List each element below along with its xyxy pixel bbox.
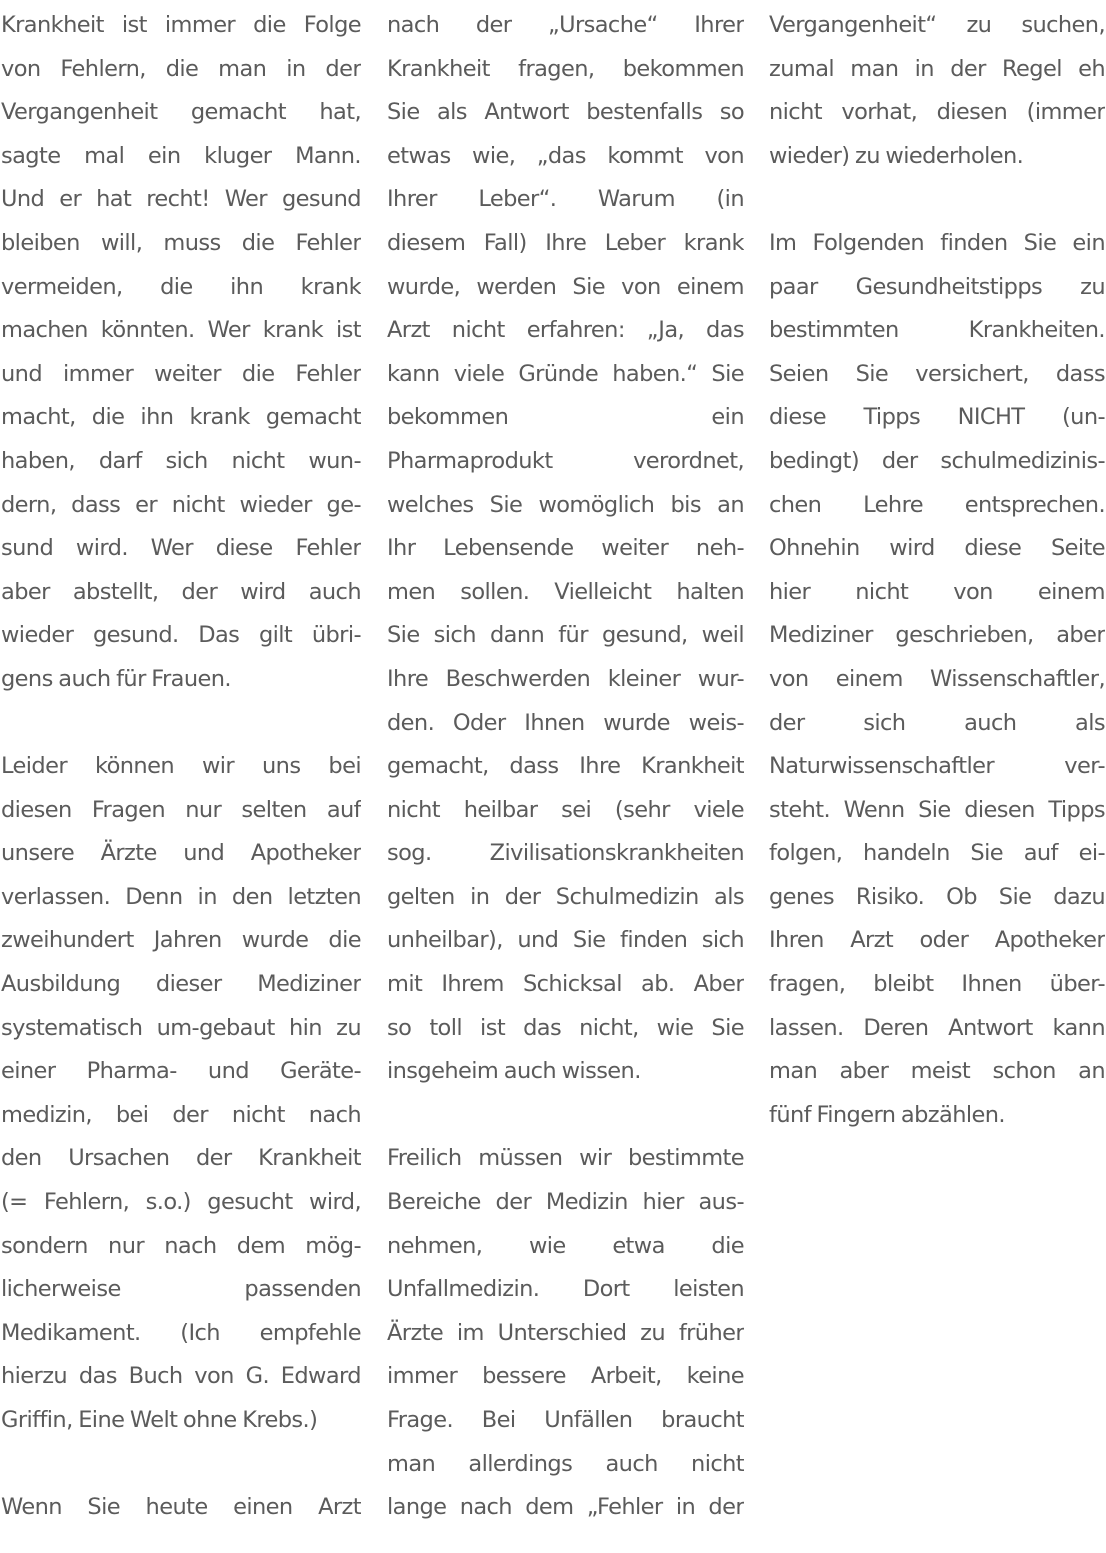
text-line: Vergangenheit“ zu suchen, — [769, 12, 1105, 38]
text-line: Arzt nicht erfahren: „Ja, das — [387, 317, 744, 344]
text-line: Bereiche der Medizin hier aus- — [387, 1189, 744, 1216]
text-line: Ihrer Leber“. Warum (in — [387, 186, 744, 213]
text-line: Sie als Antwort bestenfalls so — [387, 99, 744, 126]
text-line: sagte mal ein kluger Mann. — [1, 142, 361, 169]
text-line: aber abstellt, der wird auch — [1, 578, 361, 605]
text-line: einer Pharma- und Geräte- — [1, 1058, 361, 1085]
text-line: gemacht, dass Ihre Krankheit — [387, 753, 744, 780]
paragraph-gap — [1, 702, 361, 746]
text-line: zweihundert Jahren wurde die — [1, 927, 361, 954]
text-line: Krankheit ist immer die Folge — [1, 12, 361, 38]
paragraph-gap — [1, 1443, 361, 1487]
text-line: gelten in der Schulmedizin als — [387, 883, 744, 910]
text-line: unsere Ärzte und Apotheker — [1, 840, 361, 867]
text-line: man aber meist schon an — [769, 1058, 1105, 1085]
text-line: diesen Fragen nur selten auf — [1, 796, 361, 823]
text-line: Im Folgenden finden Sie ein — [769, 229, 1105, 256]
text-line: Naturwissenschaftler ver- — [769, 753, 1105, 780]
text-line: den. Oder Ihnen wurde weis- — [387, 709, 744, 736]
text-line: wieder) zu wiederholen. — [769, 142, 1024, 169]
text-line: wieder gesund. Das gilt übri- — [1, 622, 361, 649]
text-line: Leider können wir uns bei — [1, 753, 361, 780]
text-line: Seien Sie versichert, dass — [769, 360, 1105, 387]
text-line: Vergangenheit gemacht hat, — [1, 99, 361, 126]
text-line: bekommen ein — [387, 404, 744, 431]
text-line: bleiben will, muss die Fehler — [1, 229, 361, 256]
text-column-2 — [387, 4, 744, 1530]
text-line: Krankheit fragen, bekommen — [387, 55, 744, 82]
text-line: Ihre Beschwerden kleiner wur- — [387, 665, 744, 692]
text-line: vermeiden, die ihn krank — [1, 273, 361, 300]
text-line: insgeheim auch wissen. — [387, 1058, 641, 1085]
text-line: kann viele Gründe haben.“ Sie — [387, 360, 744, 387]
text-line: licherweise passenden — [1, 1276, 361, 1303]
text-line: Wenn Sie heute einen Arzt — [1, 1494, 361, 1521]
text-line: Pharmaprodukt verordnet, — [387, 447, 744, 474]
text-line: sondern nur nach dem mög- — [1, 1232, 361, 1259]
text-line: Ihren Arzt oder Apotheker — [769, 927, 1105, 954]
paragraph-gap — [387, 1094, 744, 1138]
text-line: diese Tipps NICHT (un- — [769, 404, 1105, 431]
text-line: unheilbar), und Sie finden sich — [387, 927, 744, 954]
text-line: sund wird. Wer diese Fehler — [1, 535, 361, 562]
text-line: folgen, handeln Sie auf ei- — [769, 840, 1105, 867]
text-line: den Ursachen der Krankheit — [1, 1145, 361, 1172]
text-line: lassen. Deren Antwort kann — [769, 1014, 1105, 1041]
text-line: sog. Zivilisationskrankheiten — [387, 840, 744, 867]
text-line: hierzu das Buch von G. Edward — [1, 1363, 361, 1390]
text-line: nach der „Ursache“ Ihrer — [387, 12, 744, 38]
text-line: genes Risiko. Ob Sie dazu — [769, 883, 1105, 910]
text-line: verlassen. Denn in den letzten — [1, 883, 361, 910]
text-column-3 — [769, 4, 1105, 1137]
text-column-1 — [1, 4, 361, 1530]
text-line: von Fehlern, die man in der — [1, 55, 361, 82]
text-line: von einem Wissenschaftler, — [769, 665, 1105, 692]
text-line: (= Fehlern, s.o.) gesucht wird, — [1, 1189, 361, 1216]
text-line: Ihr Lebensende weiter neh- — [387, 535, 744, 562]
text-line: diesem Fall) Ihre Leber krank — [387, 229, 744, 256]
text-line: Und er hat recht! Wer gesund — [1, 186, 361, 213]
text-line: Sie sich dann für gesund, weil — [387, 622, 744, 649]
text-line: bedingt) der schulmedizinis- — [769, 447, 1105, 474]
text-line: chen Lehre entsprechen. — [769, 491, 1105, 518]
text-line: etwas wie, „das kommt von — [387, 142, 744, 169]
text-line: so toll ist das nicht, wie Sie — [387, 1014, 744, 1041]
text-line: und immer weiter die Fehler — [1, 360, 361, 387]
text-line: Ärzte im Unterschied zu früher — [387, 1319, 744, 1346]
text-line: mit Ihrem Schicksal ab. Aber — [387, 971, 744, 998]
text-line: Unfallmedizin. Dort leisten — [387, 1276, 744, 1303]
text-line: wurde, werden Sie von einem — [387, 273, 744, 300]
text-line: Mediziner geschrieben, aber — [769, 622, 1105, 649]
text-line: Freilich müssen wir bestimmte — [387, 1145, 744, 1172]
text-line: Griffin, Eine Welt ohne Krebs.) — [1, 1407, 318, 1433]
text-line: dern, dass er nicht wieder ge- — [1, 491, 361, 518]
text-line: Ausbildung dieser Mediziner — [1, 971, 361, 998]
text-line: immer bessere Arbeit, keine — [387, 1363, 744, 1390]
text-line: paar Gesundheitstipps zu — [769, 273, 1105, 300]
text-line: macht, die ihn krank gemacht — [1, 404, 361, 431]
text-line: steht. Wenn Sie diesen Tipps — [769, 796, 1105, 823]
text-line: hier nicht von einem — [769, 578, 1105, 605]
text-line: machen könnten. Wer krank ist — [1, 317, 361, 344]
text-line: zumal man in der Regel eh — [769, 55, 1105, 82]
text-line: Ohnehin wird diese Seite — [769, 535, 1105, 562]
text-line: lange nach dem „Fehler in der — [387, 1494, 744, 1521]
text-line: systematisch um-gebaut hin zu — [1, 1014, 361, 1041]
text-line: nicht heilbar sei (sehr viele — [387, 796, 744, 823]
text-line: man allerdings auch nicht — [387, 1450, 744, 1477]
text-line: medizin, bei der nicht nach — [1, 1101, 361, 1128]
text-line: fragen, bleibt Ihnen über- — [769, 971, 1105, 998]
text-line: welches Sie womöglich bis an — [387, 491, 744, 518]
text-line: men sollen. Vielleicht halten — [387, 578, 744, 605]
text-line: nehmen, wie etwa die — [387, 1232, 744, 1259]
text-line: Frage. Bei Unfällen braucht — [387, 1407, 744, 1433]
paragraph-gap — [769, 178, 1105, 222]
text-line: der sich auch als — [769, 709, 1105, 736]
text-line: gens auch für Frauen. — [1, 665, 231, 692]
text-line: haben, darf sich nicht wun- — [1, 447, 361, 474]
text-line: fünf Fingern abzählen. — [769, 1101, 1005, 1128]
text-line: Medikament. (Ich empfehle — [1, 1319, 361, 1346]
text-line: nicht vorhat, diesen (immer — [769, 99, 1105, 126]
text-line: bestimmten Krankheiten. — [769, 317, 1105, 344]
